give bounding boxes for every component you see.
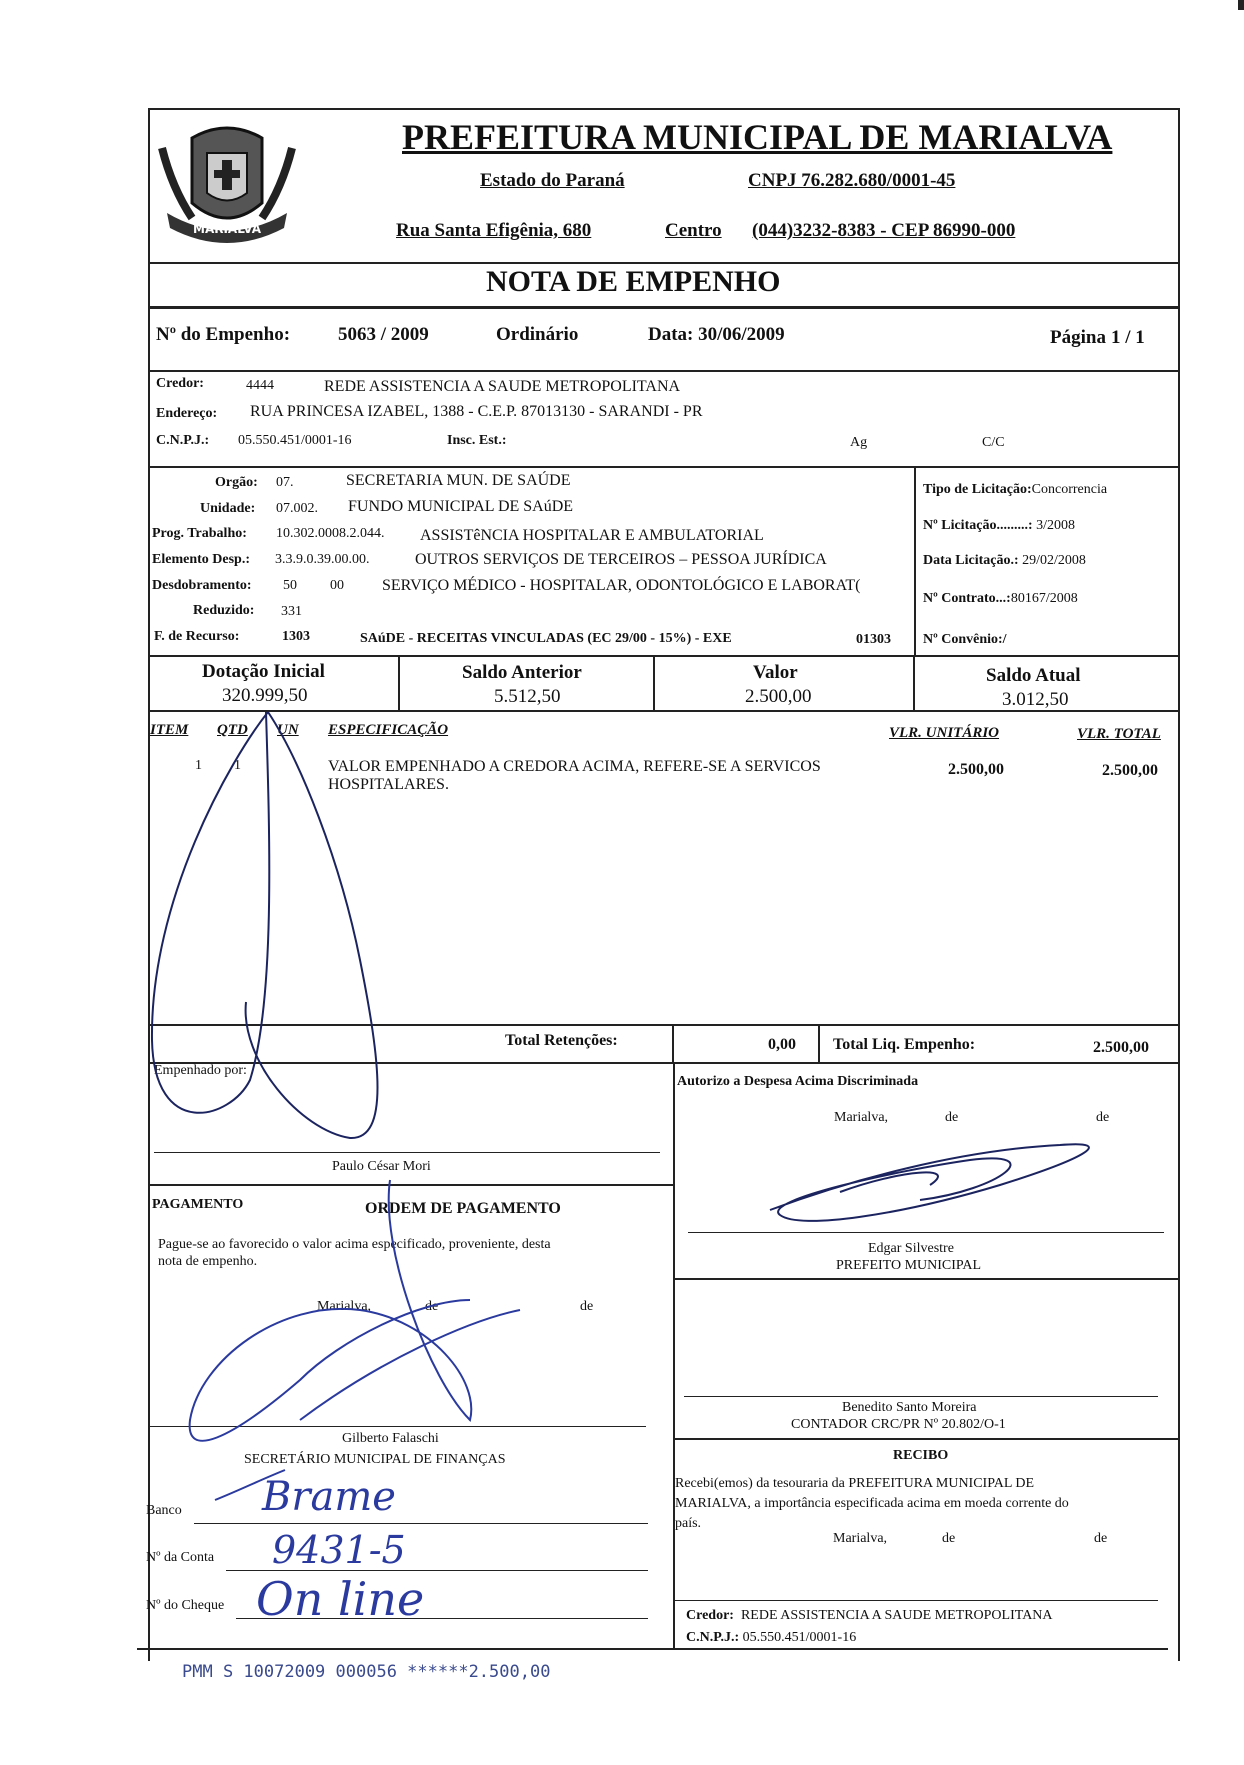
atual-value: 3.012,50 (1002, 689, 1069, 710)
unidade-label: Unidade: (200, 501, 256, 516)
conta-label: Nº da Conta (146, 1550, 215, 1565)
header-title: PREFEITURA MUNICIPAL DE MARIALVA (402, 117, 1113, 157)
recibo-de2: de (1094, 1531, 1108, 1546)
atual-label: Saldo Atual (986, 665, 1081, 686)
empenhado-por: Empenhado por: (154, 1063, 247, 1078)
recurso-num: 01303 (856, 632, 891, 647)
orgao-name: SECRETARIA MUN. DE SAÚDE (346, 472, 571, 489)
credor-address: RUA PRINCESA IZABEL, 1388 - C.E.P. 87013130 - SARANDI - PR (250, 403, 703, 420)
recibo-text2: MARIALVA, a importância especificada acima em moeda corrente do (675, 1496, 1069, 1511)
ag-label: Ag (850, 435, 868, 450)
cheque-handwritten: On line (256, 1572, 425, 1626)
page-number: 1 / 1 (1111, 327, 1145, 348)
orgao-code: 07. (276, 475, 294, 490)
empenho-number: 5063 / 2009 (338, 324, 429, 345)
recurso-label: F. de Recurso: (154, 629, 240, 644)
recibo-cnpj: C.N.P.J.: 05.550.451/0001-16 (686, 1630, 857, 1645)
retencoes-value: 0,00 (768, 1036, 796, 1053)
signer3-name: Benedito Santo Moreira (842, 1400, 977, 1415)
elemento-code: 3.3.9.0.39.00.00. (275, 552, 370, 567)
prog-name: ASSISTêNCIA HOSPITALAR E AMBULATORIAL (420, 527, 764, 544)
recibo-de1: de (942, 1531, 956, 1546)
retencoes-label: Total Retenções: (505, 1032, 618, 1049)
pague-text2: nota de empenho. (158, 1254, 258, 1269)
prog-code: 10.302.0008.2.044. (276, 526, 385, 541)
empenho-type: Ordinário (496, 324, 579, 345)
autorizo-de2: de (1096, 1110, 1110, 1125)
banco-handwritten: Brame (262, 1474, 396, 1520)
signature-edgar (770, 1144, 1089, 1221)
anterior-label: Saldo Anterior (462, 662, 582, 683)
reduzido-value: 331 (281, 604, 302, 619)
row-qtd: 1 (234, 758, 241, 773)
header-state: Estado do Paraná (480, 170, 625, 191)
recibo-city: Marialva, (833, 1531, 888, 1546)
autorizo-label: Autorizo a Despesa Acima Discriminada (677, 1074, 919, 1089)
doc-title: NOTA DE EMPENHO (486, 265, 781, 298)
header-phone-cep: (044)3232-8383 - CEP 86990-000 (752, 220, 1016, 241)
credor-code: 4444 (246, 378, 274, 393)
col-item: ITEM (150, 722, 189, 738)
orgao-label: Orgão: (215, 475, 258, 490)
header-district: Centro (665, 220, 722, 241)
recurso-code: 1303 (282, 629, 310, 644)
row-unit: 2.500,00 (948, 761, 1004, 778)
elemento-label: Elemento Desp.: (152, 552, 250, 567)
header-street: Rua Santa Efigênia, 680 (396, 220, 592, 241)
dotacao-value: 320.999,50 (222, 685, 308, 706)
svg-text:MARIALVA: MARIALVA (193, 222, 261, 236)
recibo-title: RECIBO (893, 1448, 949, 1463)
row-item: 1 (195, 758, 202, 773)
elemento-name: OUTROS SERVIÇOS DE TERCEIROS – PESSOA JURÍDICA (415, 551, 827, 568)
payment-stamp: PMM S 10072009 000056 ******2.500,00 (182, 1662, 551, 1682)
valor-value: 2.500,00 (745, 686, 812, 707)
autorizo-city: Marialva, (834, 1110, 889, 1125)
row-desc1: VALOR EMPENHADO A CREDORA ACIMA, REFERE-SE A SERVICOS (328, 758, 821, 775)
unidade-code: 07.002. (276, 501, 318, 516)
banco-label: Banco (146, 1503, 182, 1518)
recurso-name: SAúDE - RECEITAS VINCULADAS (EC 29/00 - 15%) - EXE (360, 631, 732, 646)
col-vlr-unitario: VLR. UNITÁRIO (889, 725, 1000, 741)
col-qtd: QTD (217, 722, 248, 738)
insc-label: Insc. Est.: (447, 433, 507, 448)
lic-tipo: Tipo de Licitação:Concorrencia (923, 482, 1108, 497)
address-label: Endereço: (156, 406, 218, 421)
page-label: Página (1050, 327, 1106, 348)
signer1-name: Paulo César Mori (332, 1159, 431, 1174)
lic-num: Nº Licitação.........: 3/2008 (923, 518, 1075, 533)
empenho-date: Data: 30/06/2009 (648, 324, 785, 345)
recibo-text1: Recebi(emos) da tesouraria da PREFEITURA MUNICIPAL DE (675, 1476, 1035, 1491)
recibo-text3: país. (675, 1516, 702, 1531)
unidade-name: FUNDO MUNICIPAL DE SAúDE (348, 498, 574, 515)
cheque-label: Nº do Cheque (146, 1598, 225, 1613)
credor-label: Credor: (156, 376, 204, 391)
cnpj-label: C.N.P.J.: (156, 433, 210, 448)
reduzido-label: Reduzido: (193, 603, 255, 618)
liq-label: Total Liq. Empenho: (833, 1036, 976, 1053)
row-total: 2.500,00 (1102, 762, 1158, 779)
signer4-name: Gilberto Falaschi (342, 1431, 439, 1446)
credor-name: REDE ASSISTENCIA A SAUDE METROPOLITANA (324, 378, 681, 395)
pague-de1: de (425, 1299, 439, 1314)
pague-de2: de (580, 1299, 594, 1314)
signer2-name: Edgar Silvestre (868, 1241, 954, 1256)
dotacao-label: Dotação Inicial (202, 661, 325, 682)
col-un: UN (277, 722, 299, 738)
cc-label: C/C (982, 435, 1005, 450)
header-cnpj: CNPJ 76.282.680/0001-45 (748, 170, 956, 191)
liq-value: 2.500,00 (1093, 1039, 1149, 1056)
conta-handwritten: 9431-5 (272, 1528, 406, 1572)
desdob-code1: 50 (283, 578, 297, 593)
pague-city: Marialva, (317, 1299, 372, 1314)
credor-cnpj: 05.550.451/0001-16 (238, 433, 352, 448)
lic-contrato: Nº Contrato...:80167/2008 (923, 591, 1078, 606)
signature-gilberto (190, 1180, 520, 1441)
lic-data: Data Licitação.: 29/02/2008 (923, 553, 1086, 568)
desdob-label: Desdobramento: (152, 578, 252, 593)
desdob-name: SERVIÇO MÉDICO - HOSPITALAR, ODONTOLÓGICO E LABORAT( (382, 577, 861, 594)
signature-big-loop (152, 712, 378, 1138)
prog-label: Prog. Trabalho: (152, 526, 247, 541)
anterior-value: 5.512,50 (494, 686, 561, 707)
lic-convenio: Nº Convênio:/ (923, 632, 1007, 647)
col-especificacao: ESPECIFICAÇÃO (328, 722, 449, 738)
recibo-credor: Credor: REDE ASSISTENCIA A SAUDE METROPOLITANA (686, 1608, 1053, 1623)
empenho-label: Nº do Empenho: (156, 324, 291, 345)
autorizo-de1: de (945, 1110, 959, 1125)
row-desc2: HOSPITALARES. (328, 776, 449, 793)
ordem-label: ORDEM DE PAGAMENTO (365, 1200, 561, 1217)
pague-text1: Pague-se ao favorecido o valor acima especificado, proveniente, desta (158, 1237, 551, 1252)
valor-label: Valor (753, 662, 798, 683)
signer4-title: SECRETÁRIO MUNICIPAL DE FINANÇAS (244, 1452, 506, 1467)
signer2-title: PREFEITO MUNICIPAL (836, 1258, 982, 1273)
signature-bank-stroke (215, 1470, 285, 1500)
col-vlr-total: VLR. TOTAL (1077, 726, 1161, 742)
pagamento-label: PAGAMENTO (152, 1197, 244, 1212)
signer3-title: CONTADOR CRC/PR Nº 20.802/O-1 (791, 1417, 1006, 1432)
desdob-code2: 00 (330, 578, 344, 593)
